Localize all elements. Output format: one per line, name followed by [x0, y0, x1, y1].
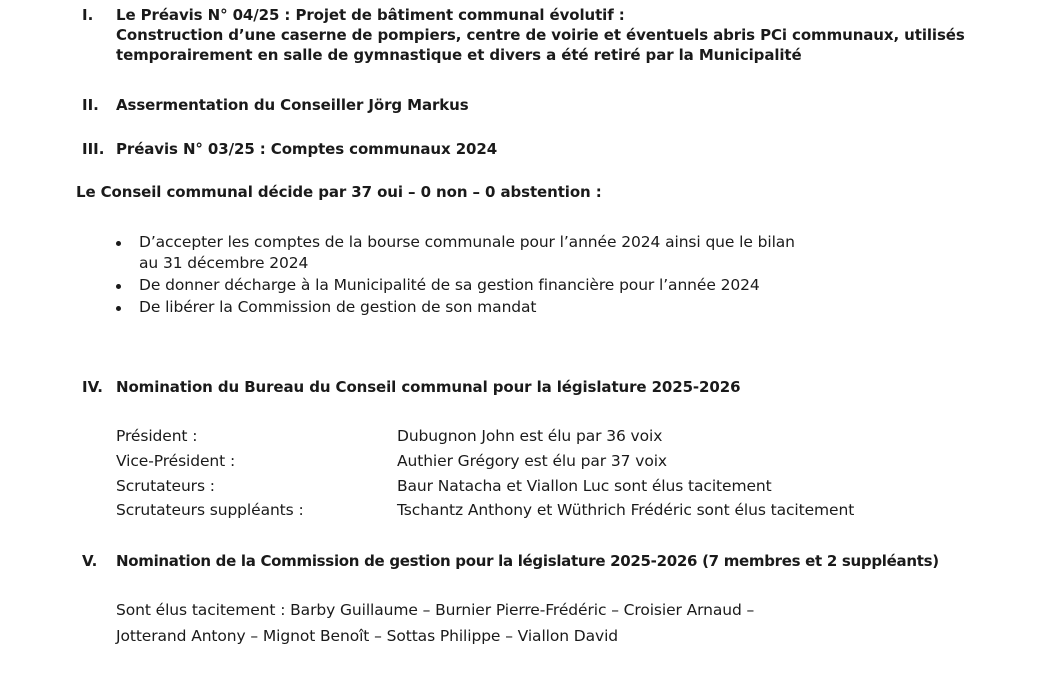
- role-label: Vice-Président :: [116, 452, 236, 470]
- section-1-line-3: temporairement en salle de gymnastique et divers a été retiré par la Municipalité: [116, 46, 802, 64]
- role-label: Scrutateurs :: [116, 477, 215, 495]
- section-3-title: Préavis N° 03/25 : Comptes communaux 2024: [116, 140, 498, 158]
- section-2-title: Assermentation du Conseiller Jörg Markus: [116, 96, 469, 114]
- section-5-title: Nomination de la Commission de gestion pour la législature 2025-2026 (7 membres et 2 suppléants): [116, 552, 939, 570]
- bullet-icon: [116, 306, 121, 311]
- commission-members: Sont élus tacitement : Barby Guillaume – Burnier Pierre-Frédéric – Croisier Arnaud –: [116, 601, 755, 619]
- council-decision: Le Conseil communal décide par 37 oui – 0 non – 0 abstention :: [76, 183, 602, 201]
- list-item-text: De libérer la Commission de gestion de son mandat: [139, 298, 537, 316]
- section-2-number: II.: [82, 96, 99, 114]
- role-label: Président :: [116, 427, 198, 445]
- list-item-text: D’accepter les comptes de la bourse communale pour l’année 2024 ainsi que le bilan: [139, 233, 795, 251]
- list-item-text: De donner décharge à la Municipalité de sa gestion financière pour l’année 2024: [139, 276, 760, 294]
- section-3-number: III.: [82, 140, 105, 158]
- section-4-title: Nomination du Bureau du Conseil communal pour la législature 2025-2026: [116, 378, 741, 396]
- bullet-icon: [116, 241, 121, 246]
- role-value: Authier Grégory est élu par 37 voix: [397, 452, 667, 470]
- section-1-number: I.: [82, 6, 94, 24]
- role-value: Dubugnon John est élu par 36 voix: [397, 427, 663, 445]
- role-label: Scrutateurs suppléants :: [116, 501, 304, 519]
- list-item-text-continued: au 31 décembre 2024: [139, 254, 309, 272]
- commission-members-continued: Jotterand Antony – Mignot Benoît – Sottas Philippe – Viallon David: [116, 627, 619, 645]
- section-1-title: Le Préavis N° 04/25 : Projet de bâtiment communal évolutif :: [116, 6, 625, 24]
- section-5-number: V.: [82, 552, 98, 570]
- section-1-line-2: Construction d’une caserne de pompiers, centre de voirie et éventuels abris PCi communaux, utilisés: [116, 26, 965, 44]
- section-4-number: IV.: [82, 378, 103, 396]
- role-value: Tschantz Anthony et Wüthrich Frédéric sont élus tacitement: [397, 501, 855, 519]
- role-value: Baur Natacha et Viallon Luc sont élus tacitement: [397, 477, 772, 495]
- bullet-icon: [116, 284, 121, 289]
